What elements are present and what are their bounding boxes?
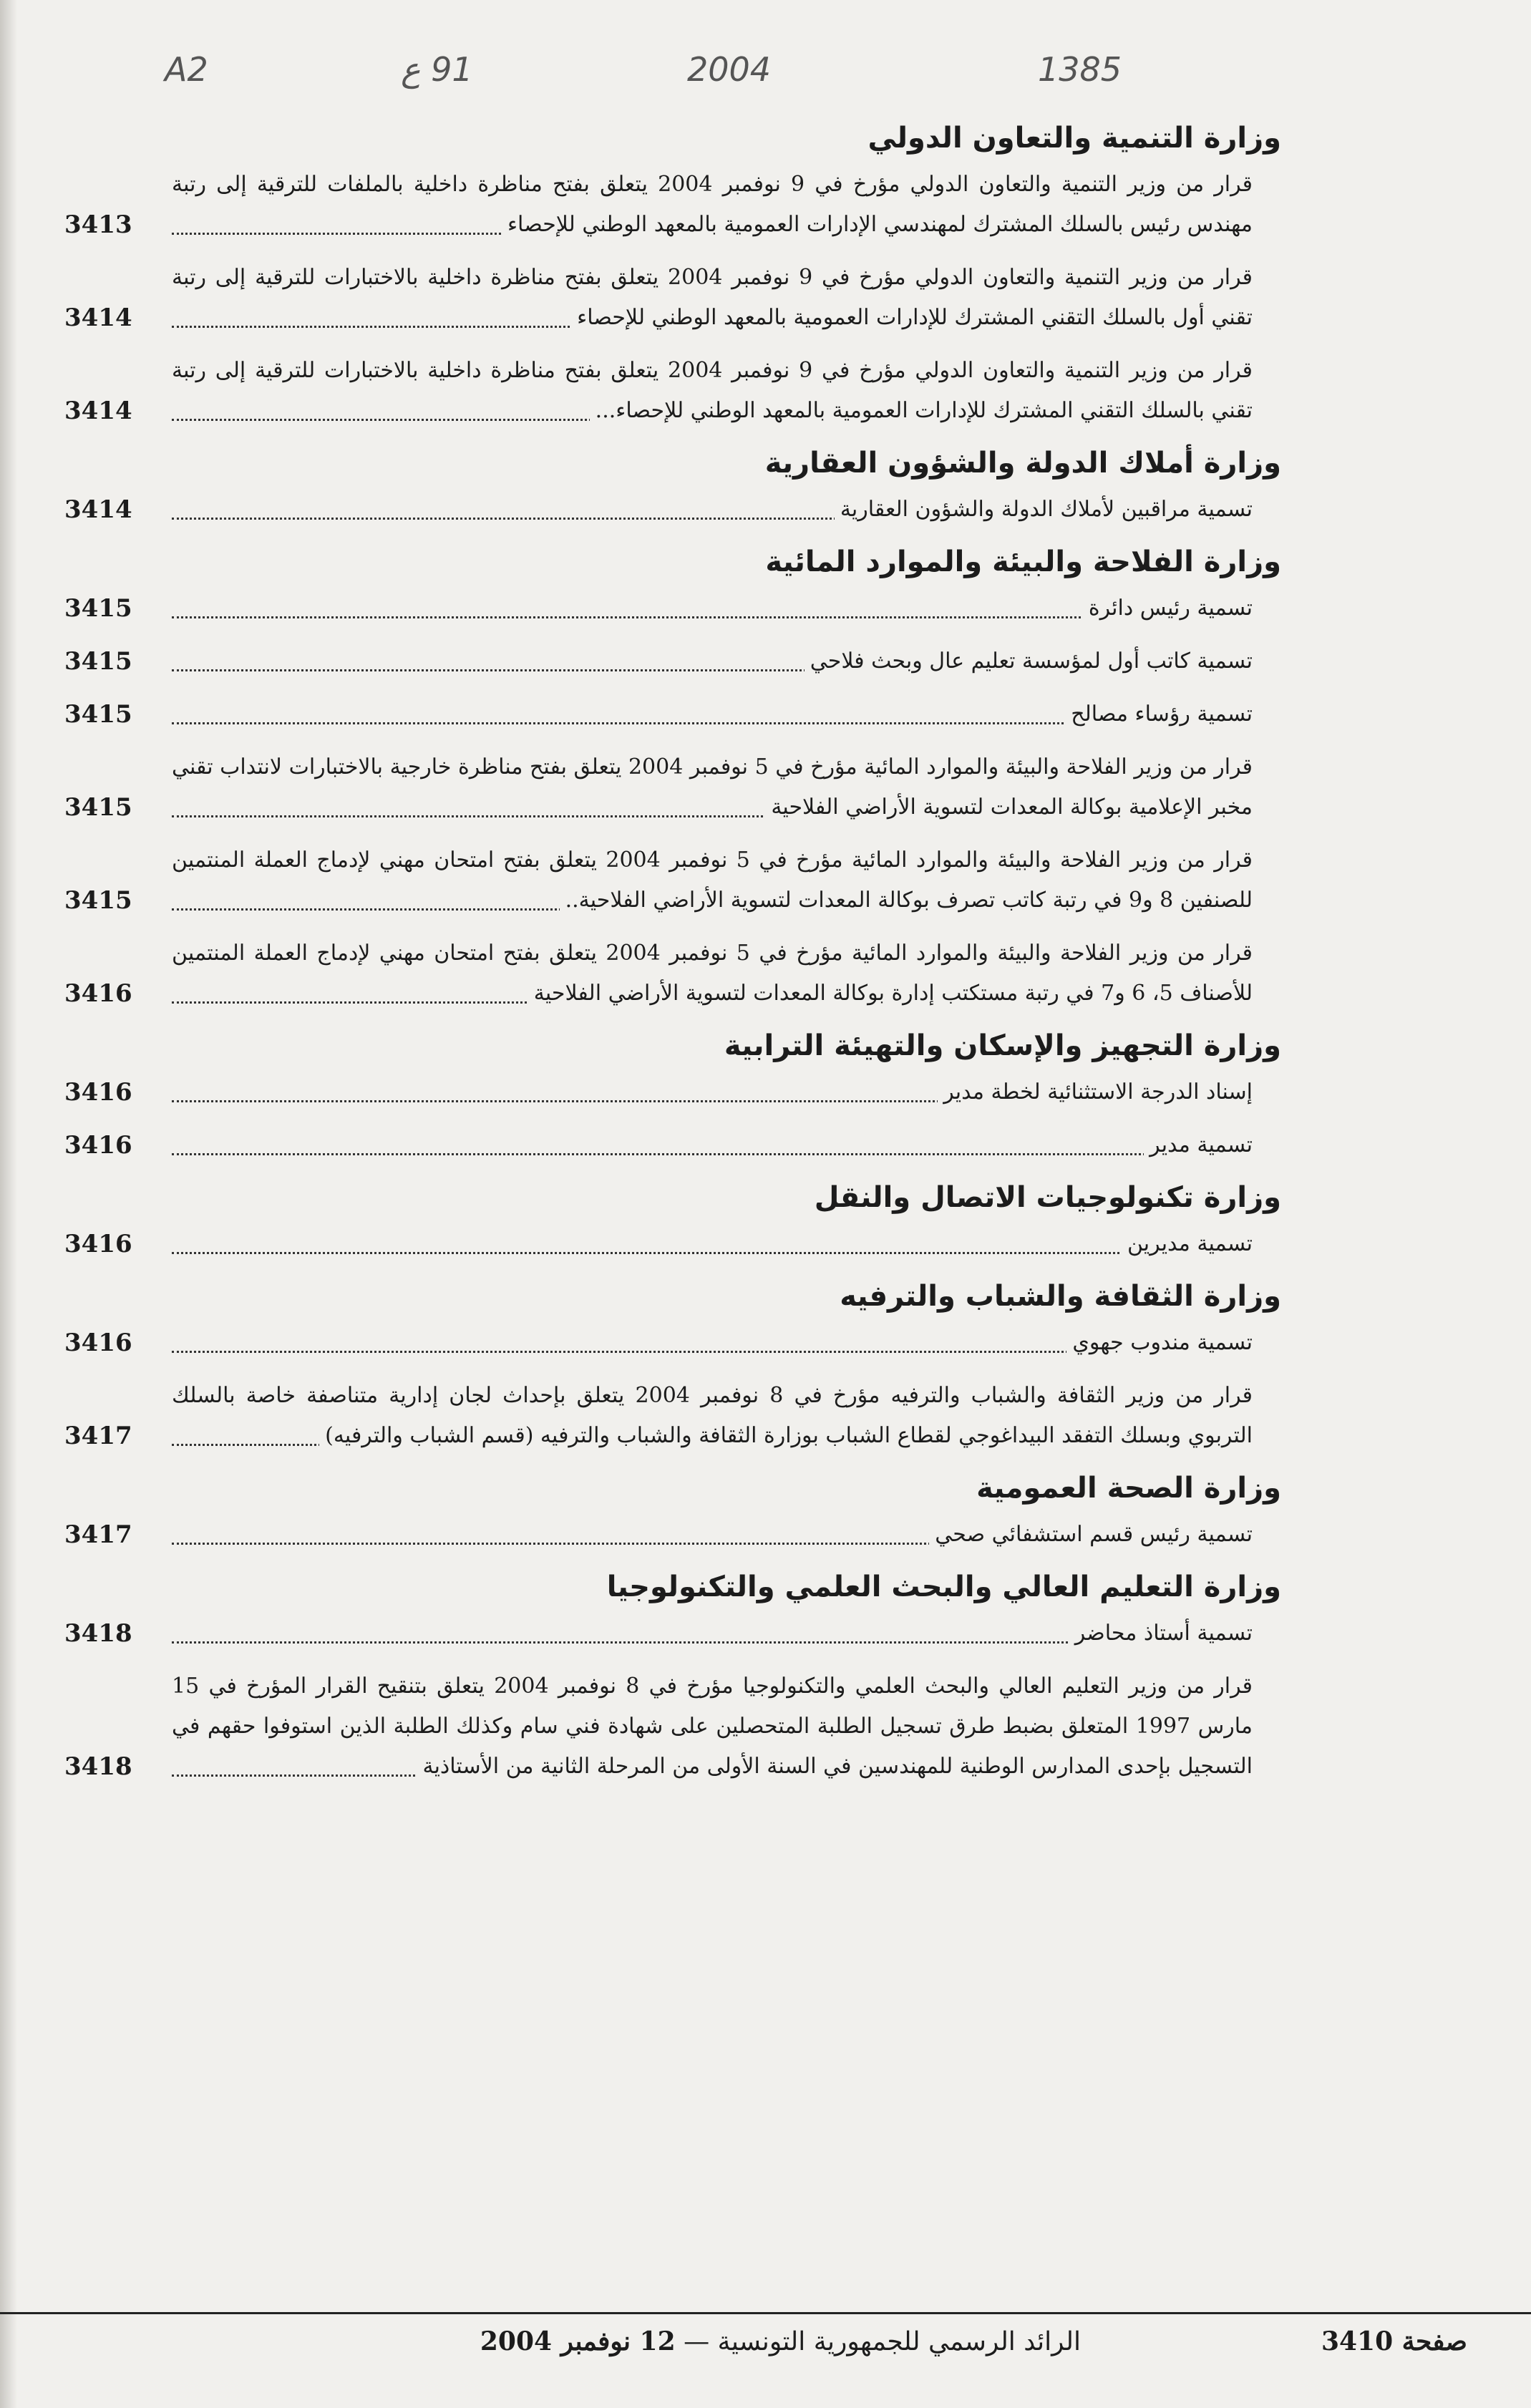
ministry-section (64, 122, 1281, 431)
entry-text-block (172, 588, 1281, 628)
entry-title: تسمية رئيس قسم استشفائي صحي (929, 1522, 1253, 1547)
toc-entry (64, 747, 1281, 827)
entry-text-block (172, 1515, 1281, 1555)
handwritten-note: A2 (165, 50, 208, 89)
entry-page-number: 3416 (64, 1131, 132, 1160)
entry-text-block (172, 258, 1281, 338)
ministry-title: وزارة الثقافة والشباب والترفيه (840, 1280, 1281, 1313)
handwritten-note: 2004 (687, 50, 772, 89)
entry-title: تسمية مديرين (1122, 1231, 1253, 1256)
entry-title: تسمية مراقبين لأملاك الدولة والشؤون العقارية (835, 497, 1253, 522)
toc-entry (64, 694, 1281, 734)
entry-title: قرار من وزير الفلاحة والبيئة والموارد المائية مؤرخ في 5 نوفمبر 2004 يتعلق بفتح امتحان مهني لإدماج العملة المنتمين للصنفين 8 و9 في رتبة كاتب تصرف بوكالة المعدات لتسوية الأراضي الفلاحية.. (172, 848, 1253, 913)
entry-page-number: 3415 (64, 886, 132, 915)
entry-page-number: 3414 (64, 495, 132, 524)
entry-page-number: 3415 (64, 793, 132, 822)
entry-page-number: 3413 (64, 210, 132, 239)
ministry-section (64, 1181, 1281, 1264)
entry-title: تسمية مندوب جهوي (1066, 1330, 1253, 1355)
entry-title: قرار من وزير التنمية والتعاون الدولي مؤرخ في 9 نوفمبر 2004 يتعلق بفتح مناظرة داخلية بالاختبارات للترقية إلى رتبة تقني بالسلك التقني المشترك للإدارات العمومية بالمعهد الوطني للإحصاء... (172, 358, 1253, 423)
entry-text-block (172, 1224, 1281, 1264)
toc-entry (64, 165, 1281, 245)
entry-page-number: 3418 (64, 1619, 132, 1648)
toc-entry (64, 1072, 1281, 1112)
entry-title: تسمية رئيس دائرة (1083, 596, 1253, 621)
entry-page-number: 3415 (64, 700, 132, 729)
entry-text-block (172, 1323, 1281, 1363)
entry-page-number: 3415 (64, 647, 132, 676)
toc-entry (64, 1224, 1281, 1264)
entry-text-block (172, 840, 1281, 921)
entry-title: قرار من وزير التنمية والتعاون الدولي مؤرخ في 9 نوفمبر 2004 يتعلق بفتح مناظرة داخلية بالاختبارات للترقية إلى رتبة تقني أول بالسلك التقني المشترك للإدارات العمومية بالمعهد الوطني للإحصاء (172, 265, 1253, 330)
entry-title: تسمية مدير (1144, 1132, 1253, 1157)
toc-entry (64, 490, 1281, 530)
footer-date: 12 نوفمبر 2004 (480, 2326, 676, 2356)
entry-text-block (172, 1613, 1281, 1654)
footer-journal-name: الرائد الرسمي للجمهورية التونسية (717, 2327, 1081, 2356)
ministry-section (64, 447, 1281, 530)
entry-text-block (172, 747, 1281, 827)
entry-page-number: 3415 (64, 594, 132, 623)
entry-text-block (172, 1666, 1281, 1787)
entry-text-block (172, 1376, 1281, 1456)
entry-text-block (172, 351, 1281, 431)
entry-text-block (172, 1125, 1281, 1165)
entry-text-block (172, 641, 1281, 681)
handwritten-notes (0, 50, 1531, 115)
toc-entry (64, 1515, 1281, 1555)
entry-text-block (172, 165, 1281, 245)
footer-page-label: صفحة 3410 (1321, 2326, 1467, 2356)
ministry-title: وزارة التجهيز والإسكان والتهيئة الترابية (724, 1029, 1281, 1062)
footer-separator: — (684, 2327, 710, 2356)
entry-title: تسمية كاتب أول لمؤسسة تعليم عال وبحث فلاحي (805, 649, 1253, 674)
entry-title: قرار من وزير الفلاحة والبيئة والموارد المائية مؤرخ في 5 نوفمبر 2004 يتعلق بفتح امتحان مهني لإدماج العملة المنتمين للأصناف 5، 6 و7 في رتبة مستكتب إدارة بوكالة المعدات لتسوية الأراضي الفلاحية (172, 941, 1253, 1006)
ministry-title: وزارة التنمية والتعاون الدولي (867, 122, 1281, 155)
ministry-title: وزارة تكنولوجيات الاتصال والنقل (814, 1181, 1281, 1214)
entry-page-number: 3414 (64, 304, 132, 332)
ministry-section (64, 1029, 1281, 1165)
entry-text-block (172, 490, 1281, 530)
entry-page-number: 3416 (64, 1329, 132, 1357)
toc-entry (64, 351, 1281, 431)
toc-entry (64, 588, 1281, 628)
ministry-section (64, 545, 1281, 1014)
handwritten-note: 91 ع (401, 50, 473, 89)
ministry-section (64, 1472, 1281, 1555)
entry-page-number: 3416 (64, 1230, 132, 1258)
ministry-section (64, 1280, 1281, 1456)
toc-entry (64, 641, 1281, 681)
toc-entry (64, 1613, 1281, 1654)
toc-entry (64, 933, 1281, 1014)
entry-page-number: 3416 (64, 979, 132, 1008)
entry-title: قرار من وزير الفلاحة والبيئة والموارد المائية مؤرخ في 5 نوفمبر 2004 يتعلق بفتح مناظرة خارجية بالاختبارات لانتداب تقني مخبر الإعلامية بوكالة المعدات لتسوية الأراضي الفلاحية (172, 754, 1253, 820)
page-edge-shadow (0, 0, 17, 2408)
entry-page-number: 3418 (64, 1752, 132, 1781)
footer-journal (480, 2326, 1081, 2356)
entry-text-block (172, 694, 1281, 734)
entry-title: إسناد الدرجة الاستثنائية لخطة مدير (938, 1079, 1253, 1105)
handwritten-note: 1385 (1038, 50, 1122, 89)
entry-title: قرار من وزير التعليم العالي والبحث العلمي والتكنولوجيا مؤرخ في 8 نوفمبر 2004 يتعلق بتنقيح القرار المؤرخ في 15 مارس 1997 المتعلق بضبط طرق تسجيل الطلبة المتحصلين على شهادة فني سام وكذلك الطلبة الذين استوفوا حقهم في التسجيل بإحدى المدارس الوطنية للمهندسين في السنة الأولى من المرحلة الثانية من الأستاذية (172, 1674, 1253, 1779)
ministry-title: وزارة الصحة العمومية (976, 1472, 1281, 1505)
ministry-section (64, 1570, 1281, 1787)
entry-title: تسمية أستاذ محاضر (1069, 1621, 1253, 1646)
entry-page-number: 3417 (64, 1422, 132, 1450)
entry-page-number: 3417 (64, 1520, 132, 1549)
entry-title: قرار من وزير الثقافة والشباب والترفيه مؤرخ في 8 نوفمبر 2004 يتعلق بإحداث لجان إدارية متناصفة خاصة بالسلك التربوي وبسلك التفقد البيداغوجي لقطاع الشباب بوزارة الثقافة والشباب والترفيه (قسم الشباب والترفيه) (172, 1383, 1253, 1448)
ministry-title: وزارة التعليم العالي والبحث العلمي والتكنولوجيا (606, 1570, 1281, 1603)
entry-page-number: 3414 (64, 397, 132, 425)
entry-page-number: 3416 (64, 1078, 132, 1107)
toc-entry (64, 258, 1281, 338)
toc-entry (64, 1125, 1281, 1165)
footer-rule (0, 2312, 1531, 2314)
toc-entry (64, 1376, 1281, 1456)
ministry-title: وزارة الفلاحة والبيئة والموارد المائية (765, 545, 1281, 578)
toc-entry (64, 1323, 1281, 1363)
entry-text-block (172, 933, 1281, 1014)
ministry-title: وزارة أملاك الدولة والشؤون العقارية (764, 447, 1281, 480)
table-of-contents (64, 115, 1281, 1802)
toc-entry (64, 1666, 1281, 1787)
entry-text-block (172, 1072, 1281, 1112)
entry-title: قرار من وزير التنمية والتعاون الدولي مؤرخ في 9 نوفمبر 2004 يتعلق بفتح مناظرة داخلية بالملفات للترقية إلى رتبة مهندس رئيس بالسلك المشترك لمهندسي الإدارات العمومية بالمعهد الوطني للإحصاء (172, 172, 1253, 237)
toc-entry (64, 840, 1281, 921)
entry-title: تسمية رؤساء مصالح (1065, 701, 1253, 727)
